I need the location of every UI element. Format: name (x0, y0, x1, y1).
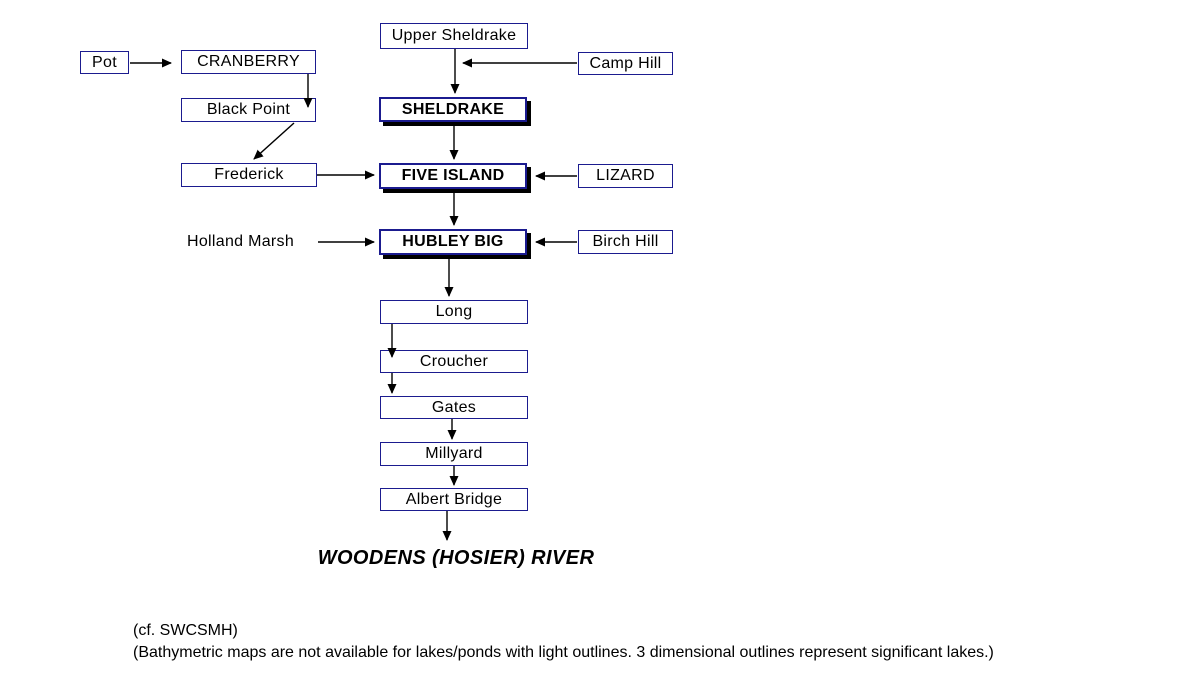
footnote (133, 620, 994, 664)
footnote-line2: (Bathymetric maps are not available for lakes/ponds with light outlines. 3 dimensional outlines represent significant lakes.) (133, 644, 994, 661)
node-black-point: Black Point (181, 98, 316, 122)
node-hubley-big: HUBLEY BIG (379, 229, 527, 255)
node-gates: Gates (380, 396, 528, 419)
node-birch-hill: Birch Hill (578, 230, 673, 254)
node-pot: Pot (80, 51, 129, 74)
arrow-black-point-to-frederick (254, 123, 294, 159)
node-long: Long (380, 300, 528, 324)
node-croucher: Croucher (380, 350, 528, 373)
river-label: WOODENS (HOSIER) RIVER (317, 547, 595, 569)
node-millyard: Millyard (380, 442, 528, 466)
node-cranberry: CRANBERRY (181, 50, 316, 74)
node-holland-marsh: Holland Marsh (187, 233, 295, 250)
node-camp-hill: Camp Hill (578, 52, 673, 75)
node-sheldrake: SHELDRAKE (379, 97, 527, 122)
node-upper-sheldrake: Upper Sheldrake (380, 23, 528, 49)
footnote-line1: (cf. SWCSMH) (133, 622, 238, 639)
node-lizard: LIZARD (578, 164, 673, 188)
node-frederick: Frederick (181, 163, 317, 187)
node-albert-bridge: Albert Bridge (380, 488, 528, 511)
node-five-island: FIVE ISLAND (379, 163, 527, 189)
